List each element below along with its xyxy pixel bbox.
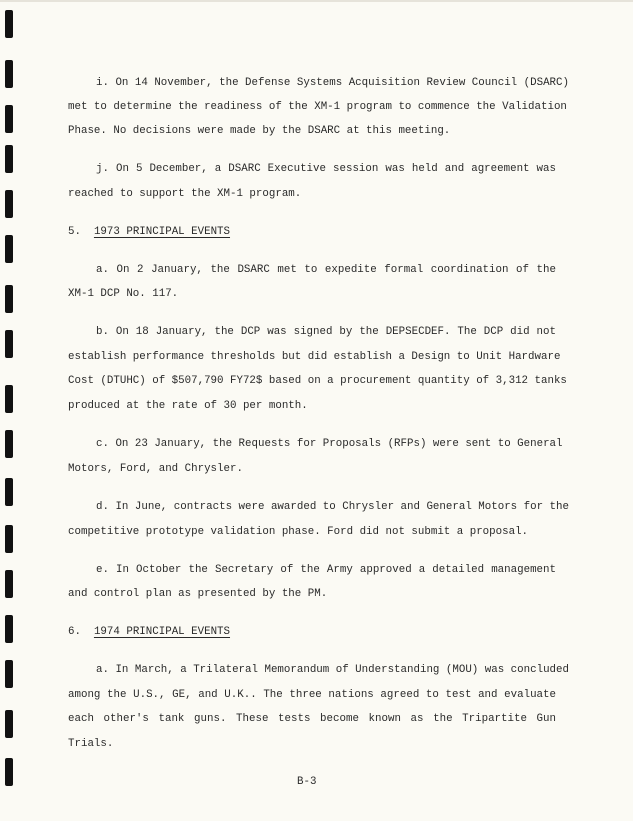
paragraph-line: met to determine the readiness of the XM-1 program to commence the Validation (68, 101, 567, 113)
paragraph-line: d. In June, contracts were awarded to Chrysler and General Motors for the (96, 501, 569, 513)
section-number: 6. (68, 626, 81, 638)
paragraph-line: XM-1 DCP No. 117. (68, 288, 179, 300)
section-title: 1973 PRINCIPAL EVENTS (93, 226, 231, 238)
paragraph-line: produced at the rate of 30 per month. (68, 400, 308, 412)
paragraph-line: a. On 2 January, the DSARC met to expedite formal coordination of the (96, 264, 556, 276)
binder-hole (5, 60, 13, 88)
paragraph-line: competitive prototype validation phase. Ford did not submit a proposal. (68, 526, 529, 538)
paragraph-line: e. In October the Secretary of the Army approved a detailed management (96, 564, 556, 576)
paragraph-line: establish performance thresholds but did establish a Design to Unit Hardware (68, 351, 561, 363)
binder-hole (5, 758, 13, 786)
paragraph-line: each other's tank guns. These tests become known as the Tripartite Gun (68, 713, 556, 725)
paragraph-line: i. On 14 November, the Defense Systems Acquisition Review Council (DSARC) (96, 77, 569, 89)
page-number: B-3 (297, 776, 317, 788)
paragraph-line: b. On 18 January, the DCP was signed by the DEPSECDEF. The DCP did not (96, 326, 556, 338)
binder-hole (5, 478, 13, 506)
section-number: 5. (68, 226, 81, 238)
paragraph-line: Phase. No decisions were made by the DSARC at this meeting. (68, 125, 451, 137)
binder-hole (5, 615, 13, 643)
section-heading (68, 625, 230, 639)
binder-hole (5, 10, 13, 38)
binder-hole (5, 660, 13, 688)
paragraph-line: reached to support the XM-1 program. (68, 188, 302, 200)
binder-hole (5, 525, 13, 553)
section-title: 1974 PRINCIPAL EVENTS (93, 626, 231, 638)
binder-hole (5, 570, 13, 598)
paragraph-line: Cost (DTUHC) of $507,790 FY72$ based on a procurement quantity of 3,312 tanks (68, 375, 567, 387)
scan-edge (0, 0, 633, 2)
paragraph-line: a. In March, a Trilateral Memorandum of Understanding (MOU) was concluded (96, 664, 569, 676)
binder-hole (5, 235, 13, 263)
binder-hole (5, 145, 13, 173)
paragraph-line: c. On 23 January, the Requests for Proposals (RFPs) were sent to General (96, 438, 563, 450)
binder-hole (5, 190, 13, 218)
paragraph-line: among the U.S., GE, and U.K.. The three nations agreed to test and evaluate (68, 689, 556, 701)
binder-hole (5, 285, 13, 313)
binder-hole (5, 430, 13, 458)
paragraph-line: Motors, Ford, and Chrysler. (68, 463, 243, 475)
binder-hole (5, 105, 13, 133)
binder-hole (5, 710, 13, 738)
paragraph-line: and control plan as presented by the PM. (68, 588, 328, 600)
paragraph-line: Trials. (68, 738, 114, 750)
section-heading (68, 225, 230, 239)
binder-hole (5, 385, 13, 413)
binder-hole (5, 330, 13, 358)
paragraph-line: j. On 5 December, a DSARC Executive session was held and agreement was (96, 163, 556, 175)
